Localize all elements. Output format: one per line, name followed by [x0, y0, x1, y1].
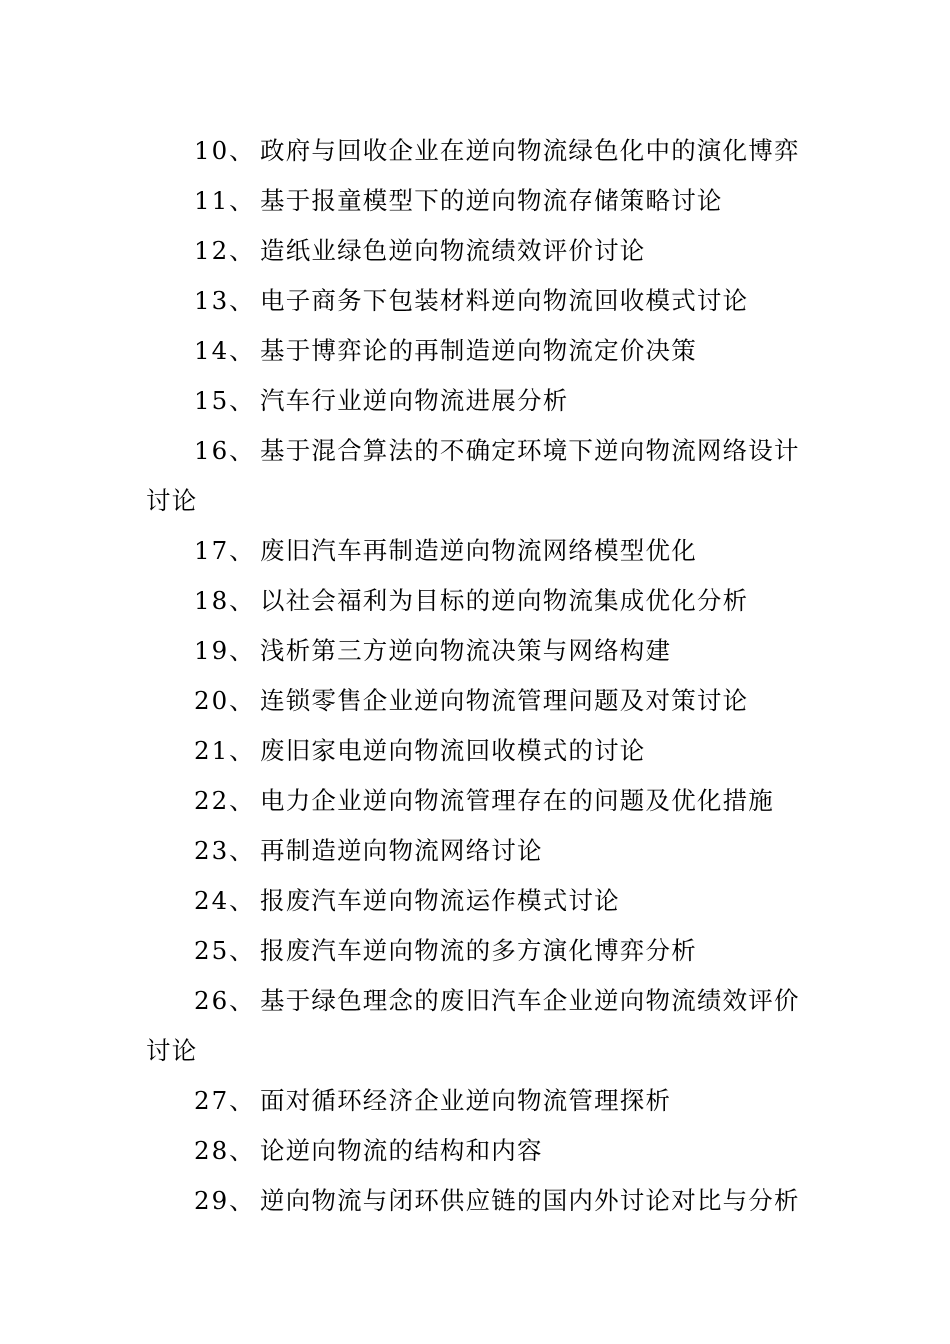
item-number: 26、: [194, 986, 256, 1015]
list-item: [146, 376, 806, 426]
list-item: [146, 776, 806, 826]
list-item: [146, 526, 806, 576]
item-title: 废旧家电逆向物流回收模式的讨论: [260, 736, 646, 765]
list-item: [146, 826, 806, 876]
item-title-continuation: 讨论: [146, 1036, 198, 1065]
list-item: [146, 126, 806, 176]
item-title: 面对循环经济企业逆向物流管理探析: [260, 1086, 672, 1115]
topic-list: [146, 126, 806, 1226]
item-title: 政府与回收企业在逆向物流绿色化中的演化博弈: [260, 136, 800, 165]
list-item: [146, 276, 806, 326]
item-number: 13、: [194, 286, 256, 315]
item-title: 汽车行业逆向物流进展分析: [260, 386, 569, 415]
item-number: 19、: [194, 636, 256, 665]
item-number: 29、: [194, 1186, 256, 1215]
item-title: 报废汽车逆向物流的多方演化博弈分析: [260, 936, 697, 965]
item-title: 逆向物流与闭环供应链的国内外讨论对比与分析: [260, 1186, 800, 1215]
item-number: 27、: [194, 1086, 256, 1115]
item-number: 23、: [194, 836, 256, 865]
list-item: [146, 576, 806, 626]
list-item: [146, 726, 806, 776]
item-title: 电子商务下包装材料逆向物流回收模式讨论: [260, 286, 749, 315]
item-number: 14、: [194, 336, 256, 365]
list-item: [146, 626, 806, 676]
item-number: 28、: [194, 1136, 256, 1165]
item-number: 16、: [194, 436, 256, 465]
item-title: 以社会福利为目标的逆向物流集成优化分析: [260, 586, 749, 615]
item-number: 11、: [194, 186, 256, 215]
item-number: 12、: [194, 236, 256, 265]
item-title: 基于博弈论的再制造逆向物流定价决策: [260, 336, 697, 365]
item-title: 基于绿色理念的废旧汽车企业逆向物流绩效评价: [260, 986, 800, 1015]
item-number: 18、: [194, 586, 256, 615]
list-item: [146, 226, 806, 276]
list-item: [146, 1076, 806, 1126]
list-item: [146, 1176, 806, 1226]
item-title: 基于混合算法的不确定环境下逆向物流网络设计: [260, 436, 800, 465]
item-number: 25、: [194, 936, 256, 965]
list-item: [146, 876, 806, 926]
list-item: [146, 426, 806, 526]
item-title: 基于报童模型下的逆向物流存储策略讨论: [260, 186, 723, 215]
item-number: 20、: [194, 686, 256, 715]
list-item: [146, 1126, 806, 1176]
item-title: 连锁零售企业逆向物流管理问题及对策讨论: [260, 686, 749, 715]
item-number: 15、: [194, 386, 256, 415]
item-number: 10、: [194, 136, 256, 165]
item-number: 22、: [194, 786, 256, 815]
list-item: [146, 676, 806, 726]
item-title: 电力企业逆向物流管理存在的问题及优化措施: [260, 786, 774, 815]
item-title-continuation: 讨论: [146, 486, 198, 515]
item-title: 再制造逆向物流网络讨论: [260, 836, 543, 865]
list-item: [146, 976, 806, 1076]
item-title: 造纸业绿色逆向物流绩效评价讨论: [260, 236, 646, 265]
item-number: 24、: [194, 886, 256, 915]
item-number: 17、: [194, 536, 256, 565]
item-title: 报废汽车逆向物流运作模式讨论: [260, 886, 620, 915]
list-item: [146, 326, 806, 376]
item-title: 论逆向物流的结构和内容: [260, 1136, 543, 1165]
item-number: 21、: [194, 736, 256, 765]
list-item: [146, 926, 806, 976]
item-title: 废旧汽车再制造逆向物流网络模型优化: [260, 536, 697, 565]
list-item: [146, 176, 806, 226]
item-title: 浅析第三方逆向物流决策与网络构建: [260, 636, 672, 665]
